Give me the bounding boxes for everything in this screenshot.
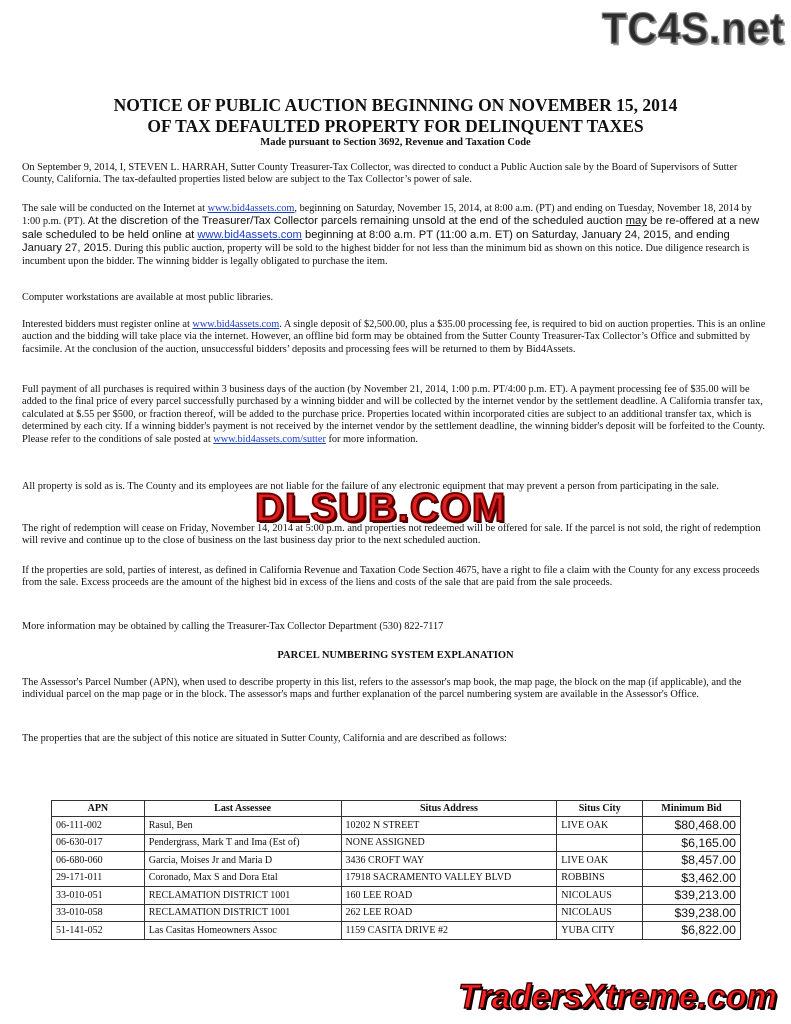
- cell-situs-city: LIVE OAK: [557, 817, 643, 835]
- cell-apn: 33-010-051: [52, 887, 145, 905]
- reoffer-text-c: beginning at 8:00 a.m. PT (11:00 a.m. ET) on Saturday, January 24, 2015, and ending January 27, 2015.: [22, 228, 730, 255]
- cell-apn: 29-171-011: [52, 869, 145, 887]
- registration-text-a: Interested bidders must register online at: [22, 319, 193, 330]
- reoffer-text-b: be re-offered at a new sale scheduled to be held online at: [22, 215, 760, 241]
- sale-text-b: , beginning on Saturday, November 15, 2014, at 8:00 a.m. (PT) and ending on Tuesday, November 18, 2014 by 1:00 p.m. (PT).: [22, 203, 752, 228]
- tradersxtreme-watermark: TradersXtreme.com: [458, 978, 777, 1016]
- section-heading-parcel-numbering: PARCEL NUMBERING SYSTEM EXPLANATION: [277, 650, 514, 661]
- cell-minimum-bid: $39,213.00: [643, 887, 741, 905]
- bid4assets-link-2[interactable]: www.bid4assets.com: [197, 228, 302, 241]
- sale-text-a: The sale will be conducted on the Internet at: [22, 203, 208, 214]
- cell-situs-city: YUBA CITY: [557, 922, 643, 940]
- cell-situs-city: ROBBINS: [557, 869, 643, 887]
- table-row: [52, 852, 741, 870]
- notice-title-line1: NOTICE OF PUBLIC AUCTION BEGINNING ON NOVEMBER 15, 2014: [113, 95, 678, 115]
- cell-situs-address: NONE ASSIGNED: [341, 834, 557, 852]
- cell-minimum-bid: $8,457.00: [643, 852, 741, 870]
- sale-text-c: During this public auction, property will be sold to the highest bidder for not less than the minimum bid as shown on this notice. Due diligence research is incumbent upon the bidder. The winning bidder is legally obligated to purchase the item.: [22, 243, 750, 267]
- table-row: [52, 922, 741, 940]
- parcel-table: [51, 800, 741, 940]
- bid4assets-link-1[interactable]: www.bid4assets.com: [207, 203, 295, 214]
- cell-situs-address: 160 LEE ROAD: [341, 887, 557, 905]
- cell-situs-address: 17918 SACRAMENTO VALLEY BLVD: [341, 869, 557, 887]
- cell-minimum-bid: $39,238.00: [643, 904, 741, 922]
- cell-situs-city: NICOLAUS: [557, 887, 643, 905]
- registration-text-b: . A single deposit of $2,500.00, plus a $35.00 processing fee, is required to bid on auction properties. This is an online auction and the bidding will take place via the internet. However, an offline bid form may be obtained from the Sutter County Treasurer-Tax Collector’s Office and submitted by facsimile. At the conclusion of the auction, unsuccessful bidders’ deposits and processing fees will be returned to them by Bid4Assets.: [22, 319, 766, 355]
- table-row: [52, 817, 741, 835]
- paragraph-as-is: All property is sold as is. The County and its employees are not liable for the failure of any electronic equipment that may prevent a person from participating in the sale.: [22, 481, 719, 492]
- cell-situs-city: NICOLAUS: [557, 904, 643, 922]
- cell-situs-address: 10202 N STREET: [341, 817, 557, 835]
- cell-apn: 06-111-002: [52, 817, 145, 835]
- cell-last-assessee: Coronado, Max S and Dora Etal: [144, 869, 341, 887]
- cell-apn: 06-630-017: [52, 834, 145, 852]
- notice-title-line2: OF TAX DEFAULTED PROPERTY FOR DELINQUENT TAXES: [147, 116, 644, 136]
- cell-last-assessee: RECLAMATION DISTRICT 1001: [144, 904, 341, 922]
- cell-minimum-bid: $6,165.00: [643, 834, 741, 852]
- cell-minimum-bid: $80,468.00: [643, 817, 741, 835]
- reoffer-text-a: At the discretion of the Treasurer/Tax Collector parcels remaining unsold at the end of the scheduled auction: [87, 215, 626, 228]
- cell-situs-address: 1159 CASITA DRIVE #2: [341, 922, 557, 940]
- table-row: [52, 887, 741, 905]
- paragraph-excess-proceeds: If the properties are sold, parties of interest, as defined in California Revenue and Taxation Code Section 4675, have a right to file a claim with the County for any excess proceeds from the sale. Excess proceeds are the amount of the highest bid in excess of the liens and costs of the sale that are paid from the sale proceeds.: [22, 565, 760, 589]
- cell-last-assessee: Pendergrass, Mark T and Ima (Est of): [144, 834, 341, 852]
- cell-last-assessee: Rasul, Ben: [144, 817, 341, 835]
- cell-last-assessee: Las Casitas Homeowners Assoc: [144, 922, 341, 940]
- cell-last-assessee: Garcia, Moises Jr and Maria D: [144, 852, 341, 870]
- paragraph-apn-explanation: The Assessor's Parcel Number (APN), when used to describe property in this list, refers to the assessor's map book, the map page, the block on the map (if applicable), and the individual parcel on the map page or in the block. The assessor's maps and further explanation of the parcel numbering system are available in the Assessor's Office.: [22, 677, 742, 701]
- paragraph-workstations: Computer workstations are available at most public libraries.: [22, 292, 274, 303]
- column-header-minimum-bid: Minimum Bid: [643, 801, 741, 817]
- cell-apn: 33-010-058: [52, 904, 145, 922]
- column-header-situs-city: Situs City: [557, 801, 643, 817]
- payment-text-b: for more information.: [325, 433, 418, 445]
- column-header-situs-address: Situs Address: [341, 801, 557, 817]
- reoffer-may: may: [625, 215, 647, 228]
- dlsub-watermark: DLSUB.COM: [255, 486, 507, 530]
- cell-situs-address: 262 LEE ROAD: [341, 904, 557, 922]
- bid4assets-link-3[interactable]: www.bid4assets.com: [192, 319, 280, 330]
- bid4assets-sutter-link[interactable]: www.bid4assets.com/sutter: [213, 433, 326, 445]
- payment-text-a: Full payment of all purchases is required within 3 business days of the auction (by November 21, 2014, 1:00 p.m. PT/4:00 p.m. ET). A payment processing fee of $35.00 will be added to the final price of every parcel successfully purchased by a winning bidder and will be collected by the internet vendor by the settlement deadline. A California transfer tax, calculated at $.55 per $500, or fraction thereof, will be added to the purchase price. Properties located within incorporated cities are subject to an additional transfer tax, which is determined by each city. If a winning bidder's payment is not received by the internet vendor by the settlement deadline, the winning bidder's deposit will be forfeited to the County. Please refer to the conditions of sale posted at: [22, 384, 765, 445]
- cell-apn: 51-141-052: [52, 922, 145, 940]
- table-row: [52, 869, 741, 887]
- paragraph-sale-schedule: [22, 203, 768, 268]
- paragraph-intro: On September 9, 2014, I, STEVEN L. HARRAH, Sutter County Treasurer-Tax Collector, was directed to conduct a Public Auction sale by the Board of Supervisors of Sutter County, California. The tax-defaulted properties listed below are subject to the Tax Collector’s power of sale.: [22, 162, 738, 186]
- table-header-row: [52, 801, 741, 817]
- paragraph-redemption: The right of redemption will cease on Friday, November 14, 2014 at 5:00 p.m. and properties not redeemed will be offered for sale. If the parcel is not sold, the right of redemption will revive and continue up to the close of business on the last business day prior to the next scheduled auction.: [22, 523, 761, 547]
- cell-situs-city: [557, 834, 643, 852]
- table-row: [52, 904, 741, 922]
- cell-last-assessee: RECLAMATION DISTRICT 1001: [144, 887, 341, 905]
- paragraph-payment: [22, 384, 768, 446]
- cell-situs-address: 3436 CROFT WAY: [341, 852, 557, 870]
- notice-subtitle: Made pursuant to Section 3692, Revenue and Taxation Code: [260, 137, 531, 148]
- cell-apn: 06-680-060: [52, 852, 145, 870]
- tc4s-watermark: TC4S.net: [602, 4, 785, 53]
- paragraph-contact: More information may be obtained by calling the Treasurer-Tax Collector Department (530) 822-7117: [22, 621, 444, 632]
- cell-minimum-bid: $6,822.00: [643, 922, 741, 940]
- cell-minimum-bid: $3,462.00: [643, 869, 741, 887]
- table-row: [52, 834, 741, 852]
- column-header-last-assessee: Last Assessee: [144, 801, 341, 817]
- cell-situs-city: LIVE OAK: [557, 852, 643, 870]
- column-header-apn: APN: [52, 801, 145, 817]
- paragraph-registration: [22, 319, 768, 356]
- paragraph-properties-intro: The properties that are the subject of this notice are situated in Sutter County, California and are described as follows:: [22, 733, 507, 744]
